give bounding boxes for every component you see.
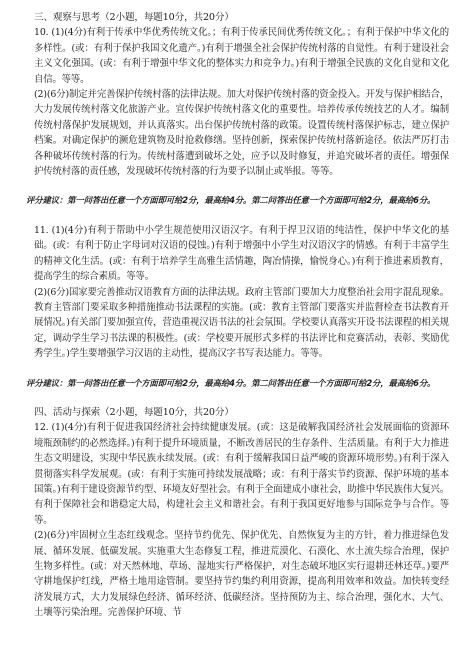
section-heading: 四、活动与探索（2小题，每题10分，共20分）	[34, 406, 234, 418]
answer-paragraph: 11. (1)(4分)有利于帮助中小学生规范使用汉语汉字。有利于捍卫汉语的纯洁性，保护中华文化的基础。(或：有利于防止字母词对汉语的侵蚀。)有利于增强中小学生对汉语汉字的情感。有利于丰富学生的精神文化生活。(或：有利于培养学生高雅生活情趣，陶冶情操，愉悦身心。)有利于推进素质教育，提高学生的综合素质。等等。	[34, 224, 449, 283]
answer-paragraph: (2)(6分)牢固树立生态红线观念。坚持节约优先、保护优先、自然恢复为主的方针，着力推进绿色发展、循环发展、低碳发展。实施重大生态修复工程，推进荒漠化、石漠化、水土流失综合治理，保护生物多样性。(或：对天然林地、草场、湿地实行严格保护，对生态破坏地区实行退耕还林还草。)要严守耕地保护红线，严格土地用途管制。要坚持节约集约利用资源，提高利用效率和效益。加快转变经济发展方式，大力发展绿色经济、循环经济、低碳经济。坚持预防为主、综合治理，强化水、大气、土壤等污染治理。完善保护环境、节	[34, 530, 449, 619]
answer-paragraph: 12. (1)(4分)有利于促进我国经济社会持续健康发展。(或：这是破解我国经济社会发展面临的资源环境瓶颈制约的必然选择。)有利于提升环境质量，不断改善居民的生存条件、生活质量。有利于大力推进生态文明建设，实现中华民族永续发展。(或：有利于缓解我国日益严峻的资源环境形势。)有利于深入贯彻落实科学发展观。(或：有利于实施可持续发展战略；或：有利于落实节约资源、保护环境的基本国策。)有利于建设资源节约型、环境友好型社会。有利于全面建成小康社会，助推中华民族伟大复兴。有利于保障社会和谐稳定大局，构建社会主义和谐社会。有利于我国更好地参与国际竞争与合作。等等。	[34, 422, 449, 526]
answer-paragraph: 10. (1)(4分)有利于传承中华优秀传统文化。；有利于传承民间优秀传统文化。；有利于保护中华文化的多样性。(或：有利于保护我国文化遗产。)有利于增强全社会保护传统村落的自觉性。有利于建设社会主义文化强国。(或：有利于增强中华文化的整体实力和竞争力。)有利于增强全民族的文化自觉和文化自信。等等。	[34, 27, 449, 85]
section-heading: 三、观察与思考（2小题，每题10分，共20分）	[34, 12, 234, 23]
scoring-note: 评分建议：第一问答出任意一个方面即可给2分，最高给4分。第二问答出任意一个方面即可给2分，最高给6分。	[26, 195, 436, 206]
scoring-note: 评分建议：第一问答出任意一个方面即可给2分，最高给4分。第二问答出任意一个方面即可给2分，最高给6分。	[26, 377, 436, 388]
answer-paragraph: (2)(6分)国家要完善推动汉语教育方面的法律法规。政府主管部门要加大力度整治社会用字混乱现象。教育主管部门要采取多种措施推动书法课程的实施。(或：教育主管部门要落实并监督检查书法教育开展情况。)有关部门要加强宣传，营造重视汉语书法的社会氛围。学校要认真落实开设书法课程的相关规定，调动学生学习书法课的积极性。(或：学校要开展形式多样的书法评比和竞赛活动，表彰、奖励优秀学生。)学生要增强学习汉语的主动性，提高汉字书写表达能力。等等。	[34, 286, 449, 360]
answer-paragraph: (2)(6分)制定并完善保护传统村落的法律法规。加大对保护传统村落的资金投入。开发与保护相结合，大力发展传统村落文化旅游产业。宣传保护传统村落文化的重要性。培养传承传统技艺的人才。编制传统村落保护发展规划，并认真落实。出台保护传统村落的政策。设置传统村落保护标志，建立保护档案。对确定保护的濒危建筑物及时抢救修缮。坚持创新，探索保护传统村落新途径。依法严厉打击各种破坏传统村落的行为。传统村落遭到破坏之处，应予以及时修复，并追究破坏者的责任。增强保护传统村落的责任感，发现破坏传统村落的行为要予以制止或举报。等等。	[34, 89, 449, 178]
